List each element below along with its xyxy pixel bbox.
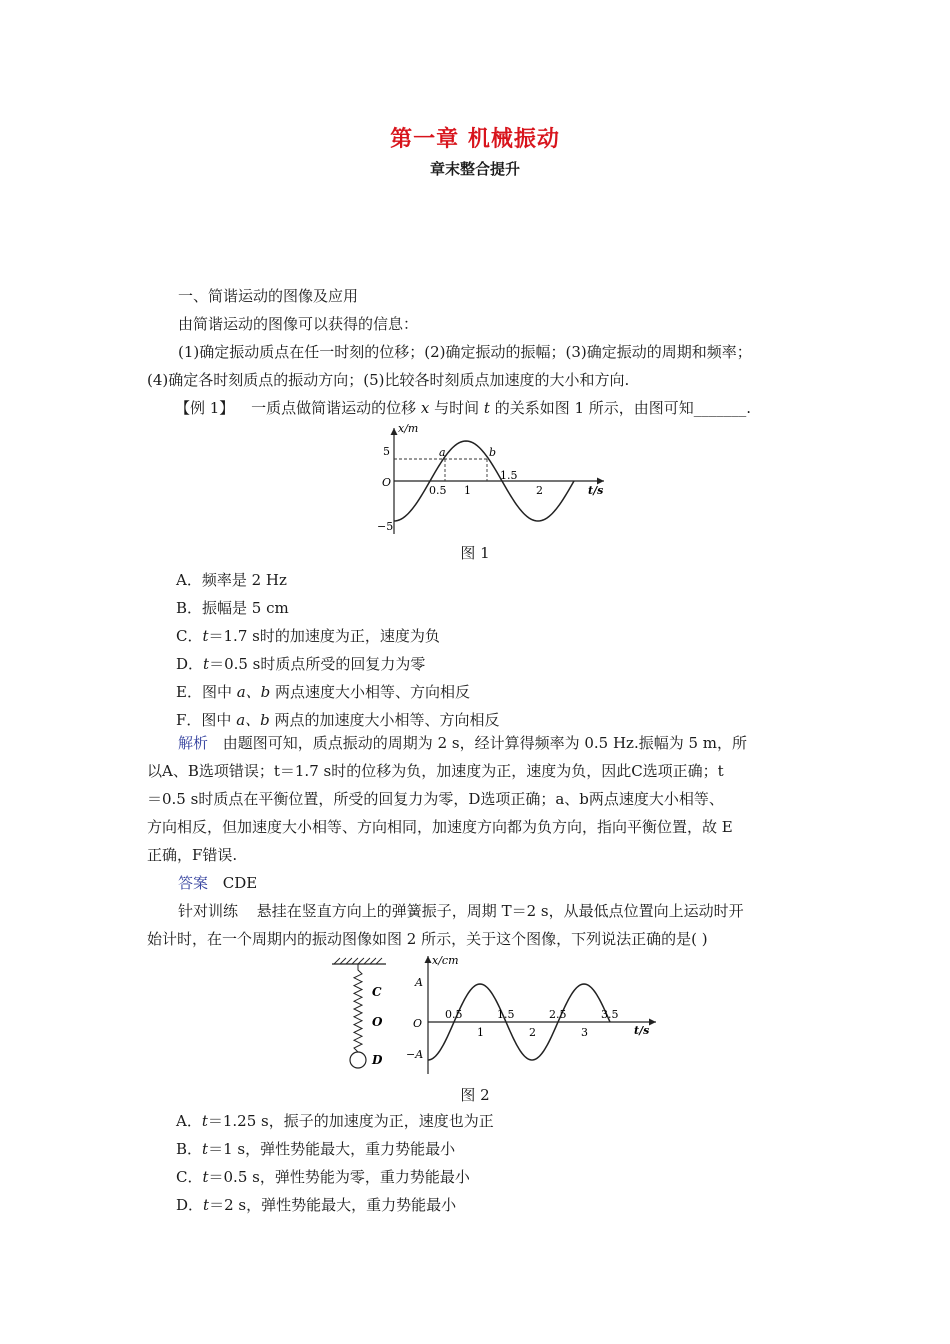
- option-letter: A．: [176, 571, 202, 589]
- figure-2-ylabel: x/cm: [432, 954, 459, 967]
- training-option: [176, 1167, 846, 1187]
- example-label: 【例 1】: [175, 399, 235, 417]
- figure-1-caption: 图 1: [460, 544, 490, 562]
- spring-label-o: O: [372, 1015, 383, 1029]
- figure-1-tick-1: 1: [464, 484, 471, 497]
- option-variable: t: [202, 1140, 209, 1158]
- option-letter: D．: [176, 1196, 204, 1214]
- option-letter: C．: [176, 1168, 203, 1186]
- spring-coil: [354, 964, 362, 1052]
- figure-1-ylabel: x/m: [398, 422, 419, 435]
- figure-1-y-neg-label: −5: [377, 520, 394, 533]
- option-text: 图中: [201, 711, 237, 729]
- example-1-option: [176, 682, 846, 702]
- analysis-line-2: 以A、B选项错误；t＝1.7 s时的位移为负，加速度为正，速度为负，因此C选项正确；t: [147, 762, 724, 780]
- figure-2-caption: 图 2: [460, 1086, 490, 1104]
- section-intro: 由简谐运动的图像可以获得的信息：: [178, 315, 419, 333]
- info-line-1: (1)确定振动质点在任一时刻的位移；(2)确定振动的振幅；(3)确定振动的周期和频率；: [178, 343, 752, 361]
- example-1-option: [176, 626, 846, 646]
- figure-1-tick-2: 2: [536, 484, 543, 497]
- answer-value: CDE: [222, 874, 258, 892]
- analysis-label: 解析: [178, 734, 209, 752]
- option-text: 振幅是 5 cm: [202, 599, 289, 617]
- option-letter: E．: [176, 683, 202, 701]
- option-text: ＝2 s，弹性势能最大，重力势能最小: [209, 1196, 457, 1214]
- example-1-question: 【例 1】 一质点做简谐运动的位移 x 与时间 t 的关系如图 1 所示，由图可知_______.: [175, 399, 752, 417]
- option-letter: C．: [176, 627, 203, 645]
- figure-1-y-pos-label: 5: [383, 445, 390, 458]
- spring-mass: [350, 1052, 366, 1068]
- option-letter: F．: [176, 711, 202, 729]
- option-variable: a、b: [236, 711, 270, 729]
- option-variable: t: [203, 655, 210, 673]
- figure-1-tick-1.5: 1.5: [500, 469, 518, 482]
- option-text: ＝0.5 s，弹性势能为零，重力势能最小: [208, 1168, 470, 1186]
- figure-2-tick-label: 0.5: [445, 1008, 463, 1021]
- training-option: [176, 1111, 846, 1131]
- figure-1-point-b: b: [489, 446, 497, 459]
- option-letter: B．: [176, 599, 203, 617]
- analysis-line-5: 正确，F错误.: [147, 846, 238, 864]
- training-option: [176, 1195, 846, 1215]
- chapter-title: 第一章 机械振动: [390, 126, 560, 152]
- figure-1-graph: [360, 420, 610, 538]
- option-variable: t: [203, 1196, 210, 1214]
- figure-2-tick-label: 2.5: [549, 1008, 567, 1021]
- figure-2-tick-label: 1.5: [497, 1008, 515, 1021]
- option-letter: A．: [176, 1112, 202, 1130]
- option-text: 两点速度大小相等、方向相反: [270, 683, 471, 701]
- example-1-option: [176, 570, 846, 590]
- training-line-2: 始计时，在一个周期内的振动图像如图 2 所示，关于这个图像，下列说法正确的是( ): [147, 930, 708, 948]
- analysis-line-1: 解析 由题图可知，质点振动的周期为 2 s，经计算得频率为 0.5 Hz.振幅为 5 m，所: [178, 734, 748, 752]
- figure-2-graph: [404, 952, 664, 1078]
- figure-2-tick-label: 3: [581, 1026, 588, 1039]
- training-label: 针对训练: [178, 902, 239, 920]
- option-variable: t: [202, 1168, 209, 1186]
- training-line-1: 针对训练 悬挂在竖直方向上的弹簧振子，周期 T＝2 s，从最低点位置向上运动时开: [178, 902, 744, 920]
- option-letter: B．: [176, 1140, 203, 1158]
- option-variable: t: [202, 627, 209, 645]
- figure-2-amp-neg: −A: [406, 1048, 424, 1061]
- section-subtitle: 章末整合提升: [429, 160, 520, 178]
- option-text: ＝0.5 s时质点所受的回复力为零: [209, 655, 426, 673]
- option-text: ＝1 s，弹性势能最大，重力势能最小: [208, 1140, 456, 1158]
- analysis-line-3: ＝0.5 s时质点在平衡位置，所受的回复力为零，D选项正确；a、b两点速度大小相等、: [147, 790, 724, 808]
- answer-label: 答案: [178, 874, 209, 892]
- option-text: ＝1.7 s时的加速度为正，速度为负: [208, 627, 440, 645]
- figure-2-amp-pos: A: [415, 976, 423, 989]
- option-variable: t: [201, 1112, 208, 1130]
- info-line-2: (4)确定各时刻质点的振动方向；(5)比较各时刻质点加速度的大小和方向.: [147, 371, 630, 389]
- figure-2-tick-label: 3.5: [601, 1008, 619, 1021]
- figure-2-origin: O: [413, 1017, 423, 1030]
- option-letter: D．: [176, 655, 204, 673]
- option-variable: a、b: [236, 683, 271, 701]
- example-1-option: [176, 654, 846, 674]
- figure-2-tick-labels: [445, 1008, 619, 1039]
- figure-2-tick-label: 1: [477, 1026, 484, 1039]
- option-text: ＝1.25 s，振子的加速度为正，速度也为正: [207, 1112, 494, 1130]
- figure-1-origin: O: [382, 476, 392, 489]
- option-text: 图中: [201, 683, 237, 701]
- figure-2-spring-diagram: [328, 954, 398, 1074]
- figure-1-tick-0.5: 0.5: [429, 484, 447, 497]
- figure-1-point-a: a: [439, 446, 446, 459]
- figure-2-xlabel: t/s: [634, 1024, 650, 1037]
- spring-label-c: C: [372, 985, 382, 999]
- figure-2-tick-label: 2: [529, 1026, 536, 1039]
- figure-1-xlabel: t/s: [588, 484, 604, 497]
- section-heading: 一、简谐运动的图像及应用: [178, 287, 359, 305]
- spring-label-d: D: [372, 1053, 383, 1067]
- ceiling-hatch: [334, 958, 382, 964]
- training-option: [176, 1139, 846, 1159]
- option-text: 频率是 2 Hz: [201, 571, 287, 589]
- example-1-option: [176, 710, 846, 730]
- example-1-option: [176, 598, 846, 618]
- option-text: 两点的加速度大小相等、方向相反: [269, 711, 500, 729]
- analysis-line-4: 方向相反，但加速度大小相等、方向相同，加速度方向都为负方向，指向平衡位置，故 E: [147, 818, 733, 836]
- answer-line: [178, 873, 848, 893]
